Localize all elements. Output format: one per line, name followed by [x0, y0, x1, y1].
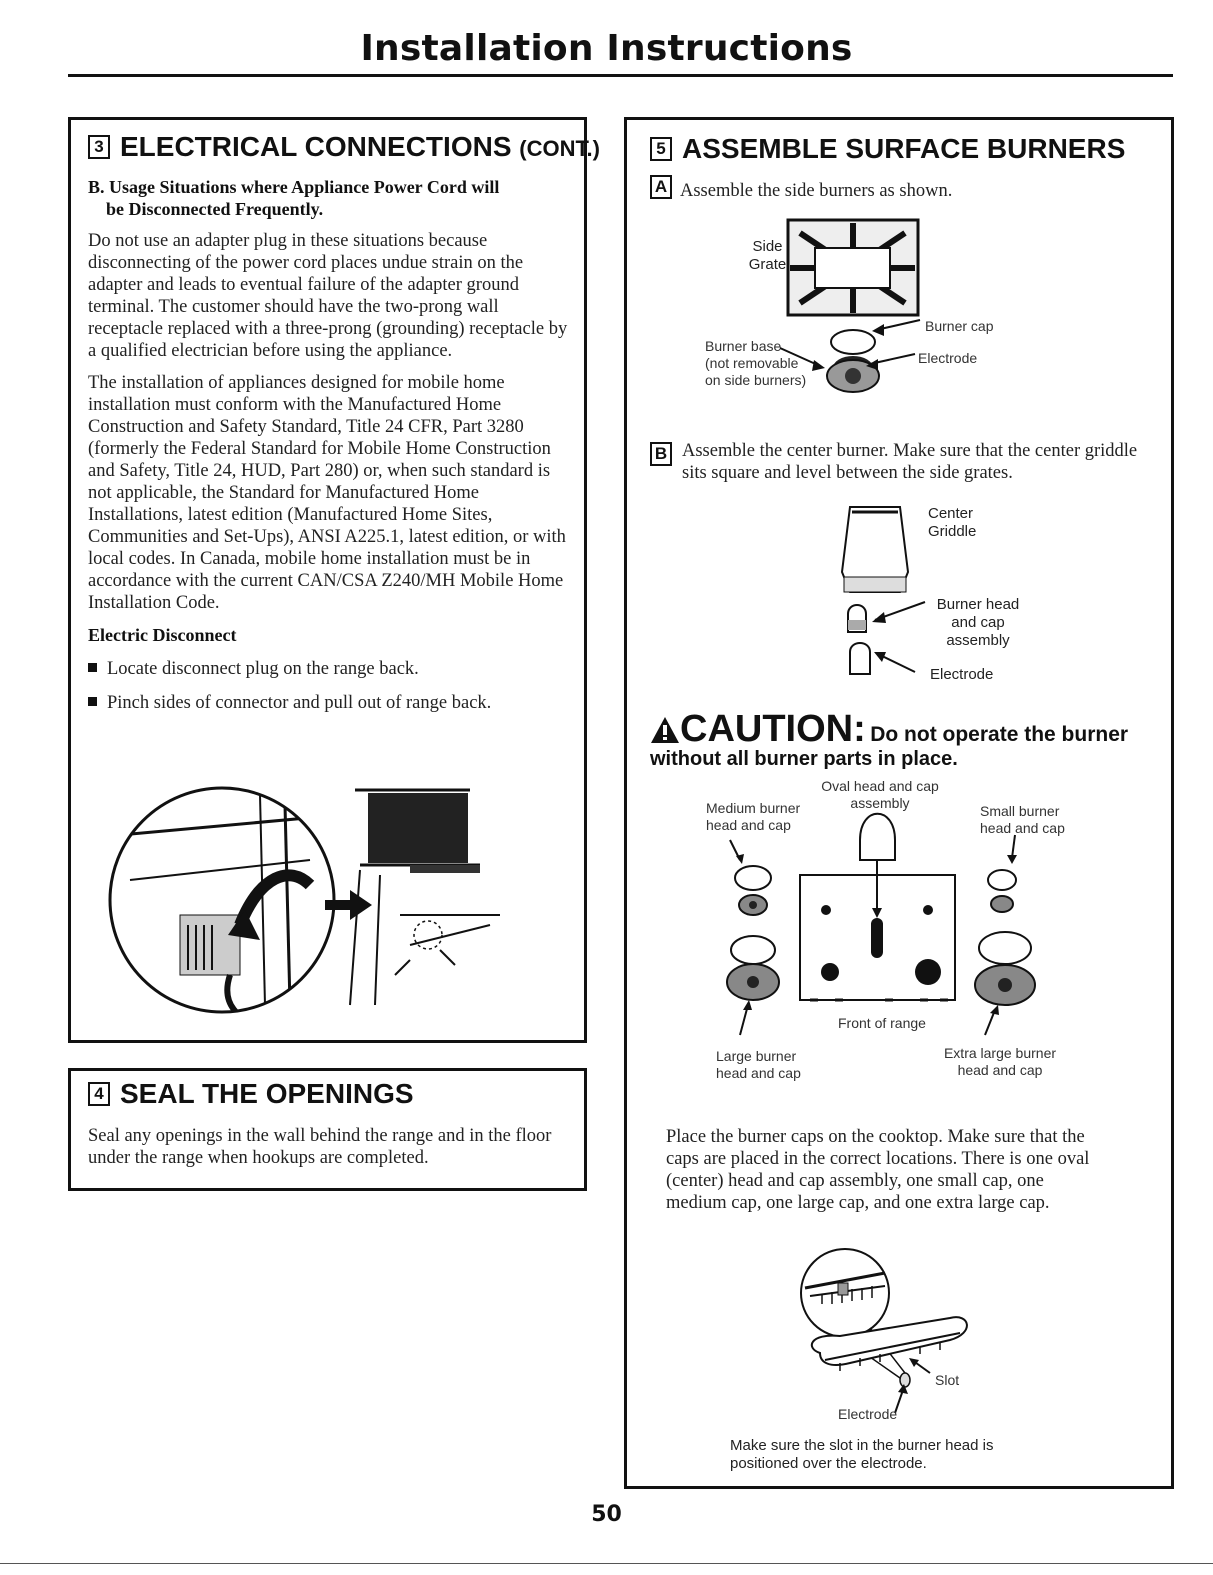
caution-line2: without all burner parts in place.	[650, 748, 958, 770]
label-slot: Slot	[935, 1372, 960, 1388]
paragraph-seal-openings: Seal any openings in the wall behind the range and in the floor under the range when hookups are completed.	[88, 1126, 552, 1168]
bullet-item: Pinch sides of connector and pull out of range back.	[88, 692, 568, 714]
section3-number: 3	[88, 135, 110, 159]
label-electrode-slot: Electrode	[838, 1406, 898, 1422]
section5-number: 5	[650, 137, 672, 161]
label-front-of-range: Front of range	[838, 1015, 926, 1031]
bullet-icon	[88, 697, 97, 706]
step-a	[650, 175, 952, 202]
paragraph-burner-caps: Place the burner caps on the cooktop. Make sure that the caps are placed in the correct locations. There is one oval (center) head and cap assembly, one small cap, one medium cap, one large cap, and one extra large cap.	[666, 1127, 1090, 1213]
bullet-icon	[88, 663, 97, 672]
bullet-item: Locate disconnect plug on the range back.	[88, 658, 568, 680]
label-electrode-center: Electrode	[930, 666, 994, 683]
subhead-electric-disconnect: Electric Disconnect	[88, 625, 237, 645]
section3-body	[88, 176, 568, 714]
warning-icon	[650, 715, 680, 745]
step-b-text: Assemble the center burner. Make sure that the center griddle sits square and level between the side grates.	[682, 441, 1138, 483]
step-a-text: Assemble the side burners as shown.	[680, 181, 953, 201]
title-rule	[68, 74, 1173, 77]
section4-title: SEAL THE OPENINGS	[120, 1078, 414, 1109]
label-center-griddle: Center Griddle	[928, 505, 977, 540]
page-title: Installation Instructions	[360, 28, 853, 69]
label-burner-base: Burner base (not removable on side burners)	[705, 338, 807, 388]
section5-heading	[650, 133, 1125, 165]
page-number: 50	[591, 1502, 622, 1527]
subhead-usage-situations: B. Usage Situations where Appliance Power Cord will be Disconnected Frequently.	[88, 177, 500, 219]
section4-heading	[88, 1078, 414, 1110]
section3-title: ELECTRICAL CONNECTIONS	[120, 131, 512, 162]
caution-line1	[650, 708, 1128, 751]
section5-title: ASSEMBLE SURFACE BURNERS	[682, 133, 1126, 164]
section3-heading	[88, 131, 600, 163]
slot-note: Make sure the slot in the burner head is positioned over the electrode.	[730, 1437, 994, 1472]
label-side-grate: Side Grate	[748, 238, 787, 273]
label-oval-head: Oval head and cap assembly	[821, 778, 939, 811]
section4-number: 4	[88, 1082, 110, 1106]
slot-electrode-illustration	[800, 1248, 990, 1428]
label-burner-head-assembly: Burner head and cap assembly	[936, 596, 1020, 649]
label-burner-cap: Burner cap	[925, 318, 994, 334]
label-small-burner: Small burner head and cap	[980, 803, 1065, 836]
step-b	[650, 440, 1150, 484]
step-a-letter: A	[650, 175, 672, 199]
caution-text: Do not operate the burner	[870, 723, 1129, 746]
step-b-letter: B	[650, 442, 672, 466]
section3-title-suffix: (CONT.)	[519, 136, 600, 161]
paragraph-mobile-home: The installation of appliances designed for mobile home installation must conform with the Manufactured Home Construction and Safety Standard, Title 24 CFR, Part 3280 (formerly the Federal Standard for Mobile Home Construction and Safety, Title 24, HUD, Part 280) or, when such standard is not applicable, the Standard for Manufactured Home Installations, latest edition (Manufactured Home Sites, Communities and Set-Ups), ANSI A225.1, latest edition, or with local codes. In Canada, mobile home installation must be in accordance with the current CAN/CSA Z240/MH Mobile Home Installation Code.	[88, 373, 566, 613]
label-extra-large-burner: Extra large burner head and cap	[943, 1045, 1057, 1078]
label-medium-burner: Medium burner head and cap	[706, 800, 801, 833]
caution-word: CAUTION:	[680, 708, 866, 750]
disconnect-plug-illustration	[110, 775, 550, 1025]
paragraph-adapter-plug: Do not use an adapter plug in these situations because disconnecting of the power cord places undue strain on the adapter and leads to eventual failure of the adapter ground terminal. The customer should have the two-prong wall receptacle replaced with a three-prong (grounding) receptacle by a qualified electrician before using the appliance.	[88, 231, 568, 361]
label-electrode-side: Electrode	[918, 350, 978, 366]
bottom-rule	[0, 1563, 1213, 1564]
label-large-burner: Large burner head and cap	[716, 1048, 801, 1081]
